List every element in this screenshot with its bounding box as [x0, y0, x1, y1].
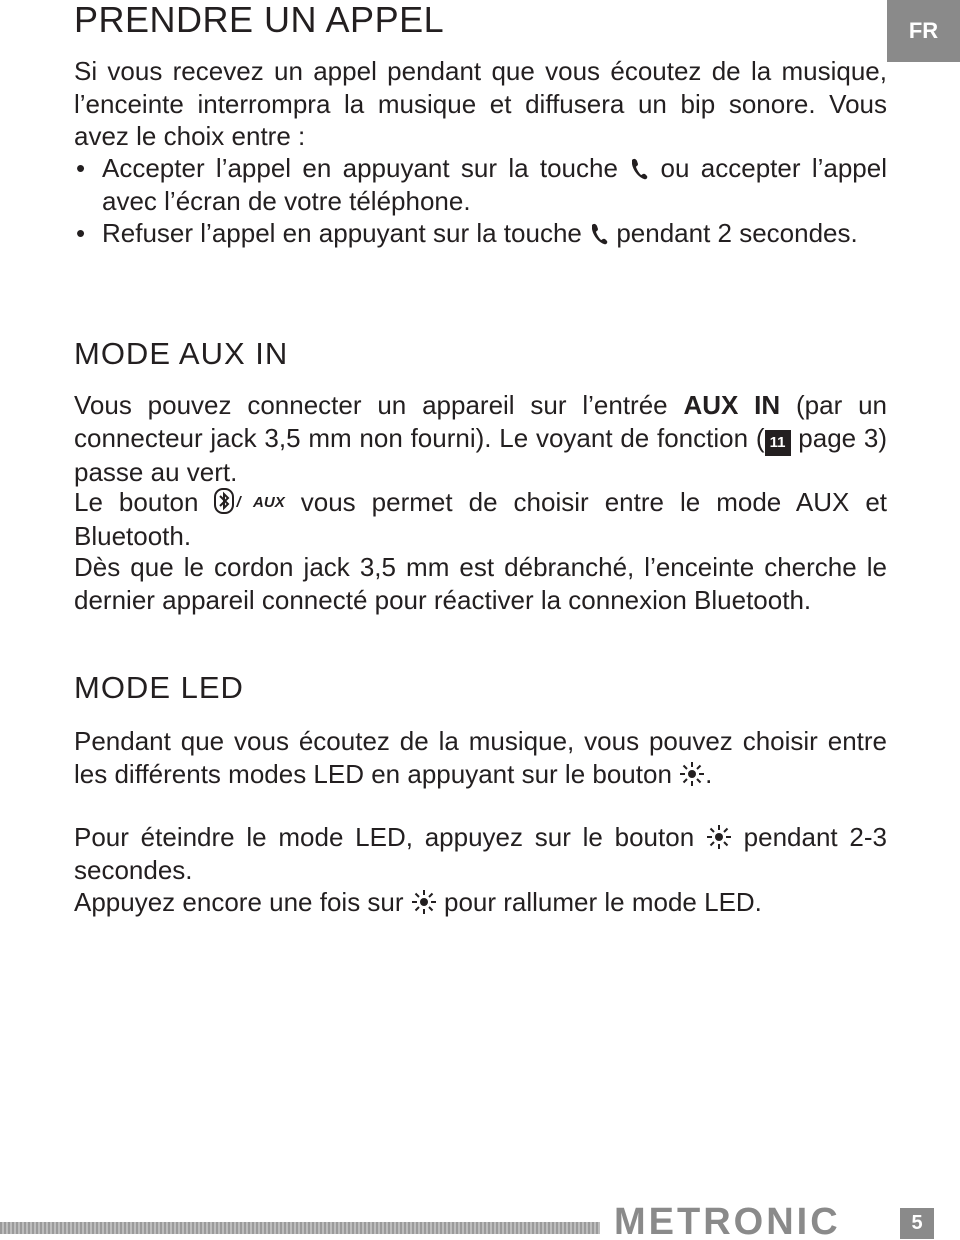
- sun-icon: [706, 824, 732, 850]
- text: (par un connecteur jack 3,5 mm non fourni). Le voyant de fonction (: [74, 390, 887, 453]
- text: Pendant que vous écoutez de la musique, vous pouvez choisir entre les différents modes LED en appuyant sur le bouton: [74, 726, 887, 789]
- text: Le bouton: [74, 487, 215, 517]
- bluetooth-icon: [214, 487, 236, 515]
- text: Pour éteindre le mode LED, appuyez sur le bouton: [74, 822, 706, 852]
- text: pour rallumer le mode LED.: [436, 887, 762, 917]
- aux-label: / AUX: [236, 494, 285, 511]
- bullet-text: pendant 2 secondes.: [609, 218, 858, 248]
- list-item: [74, 152, 887, 217]
- section-title-led: MODE LED: [74, 670, 244, 705]
- footer-stripe: [0, 1222, 600, 1234]
- reference-number-badge: 11: [765, 430, 791, 456]
- bullet-text: ou accepter l’appel avec l’écran de votre téléphone.: [102, 153, 887, 216]
- text: vous permet de choisir entre le mode AUX et Bluetooth.: [74, 487, 888, 551]
- bullet-text: Refuser l’appel en appuyant sur la touche: [102, 218, 590, 248]
- language-tab: FR: [887, 0, 960, 62]
- section-title-aux: MODE AUX IN: [74, 336, 289, 371]
- aux-paragraph-3: Dès que le cordon jack 3,5 mm est débranché, l’enceinte cherche le dernier appareil connecté pour réactiver la connexion Bluetooth.: [74, 552, 887, 615]
- call-options-list: [74, 152, 887, 250]
- list-item: [74, 217, 887, 250]
- brand-logo: [614, 1200, 884, 1240]
- call-intro: Si vous recevez un appel pendant que vous écoutez de la musique, l’enceinte interrompra la musique et diffusera un bip sonore. Vous avez le choix entre :: [74, 56, 887, 151]
- text: Appuyez encore une fois sur: [74, 887, 411, 917]
- bullet-dot: •: [76, 218, 86, 248]
- phone-icon: [629, 157, 649, 181]
- sun-icon: [679, 761, 705, 787]
- sun-icon: [411, 889, 437, 915]
- text: pendant 2-3 secondes.: [74, 822, 887, 885]
- phone-icon: [589, 222, 609, 246]
- text: Vous pouvez connecter un appareil sur l’entrée: [74, 390, 684, 420]
- bullet-dot: •: [76, 153, 86, 183]
- svg-text:METRONIC: METRONIC: [614, 1201, 841, 1240]
- led-paragraph-3: [74, 886, 887, 919]
- aux-paragraph-2: [74, 486, 887, 552]
- page-number: 5: [900, 1208, 934, 1239]
- text: .: [705, 758, 713, 789]
- text: page 3) passe au vert.: [74, 422, 887, 487]
- led-paragraph-1: [74, 725, 887, 790]
- section-title-call: PRENDRE UN APPEL: [74, 0, 445, 40]
- bullet-text: Accepter l’appel en appuyant sur la touche: [102, 153, 630, 183]
- led-paragraph-2: [74, 821, 887, 886]
- aux-in-label: AUX IN: [683, 390, 781, 420]
- aux-paragraph-1: [74, 389, 887, 488]
